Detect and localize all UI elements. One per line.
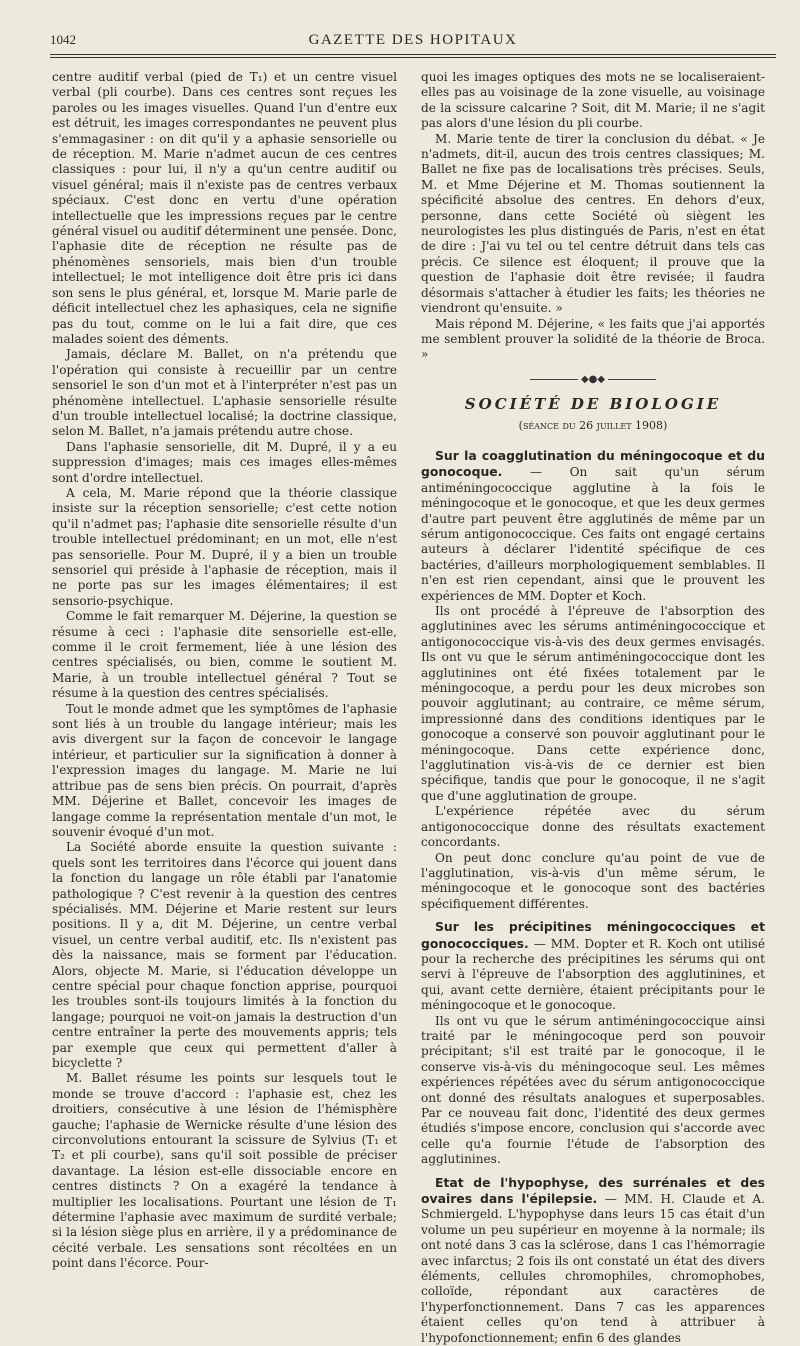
paragraph: Dans l'aphasie sensorielle, dit M. Dupré, il y a eu suppression d'images; mais ces images elles-mêmes sont d'ordre intellectuel. [52,439,397,485]
paragraph: quoi les images optiques des mots ne se localiseraient-elles pas au voisinage de la zone visuelle, au voisinage de la scissure calcarine ? Soit, dit M. Marie; il ne s'agit pas alors d'une lésion du pli courbe. [421,70,765,131]
paragraph: M. Ballet résume les points sur lesquels tout le monde se trouve d'accord : l'aphasie est, chez les droitiers, consécutive à une lésion de l'hémisphère gauche; l'aphasie de Wernicke résulte d'une lésion des circonvolutions entourant la scissure de Sylvius (T₁ et T₂ et pli courbe), sans qu'il soit possible de préciser davantage. La lésion est-elle dissociable encore en centres distincts ? On a exagéré la tendance à multiplier les localisations. Pourtant une lésion de T₁ détermine l'aphasie avec maximum de surdité verbale; si la lésion siège plus en arrière, il y a prédominance de cécité verbale. Les sensations sont récoltées en un point dans l'écorce. Pour- [52,1071,397,1271]
paragraph: M. Marie tente de tirer la conclusion du débat. « Je n'admets, dit-il, aucun des trois centres classiques; M. Ballet ne fixe pas de localisations très précises. Seuls, M. et Mme Déjerine et M. Thomas soutiennent la spécificité absolue des centres. En dehors d'eux, personne, dans cette Société où siègent les neurologistes les plus distingués de Paris, n'est en état de dire : J'ai vu tel ou tel centre détruit dans tels cas précis. Ce silence est éloquent; il prouve que la question de l'aphasie doit être revisée; il faudra désormais s'attacher à étudier les faits; les théories ne viendront qu'ensuite. » [421,131,765,316]
running-header [50,30,776,60]
journal-title: GAZETTE DES HOPITAUX [308,32,518,48]
article-heading: Etat de l'hypophyse, des surrénales et des ovaires dans l'épilepsie. [421,1174,765,1207]
page-number: 1042 [50,32,76,47]
paragraph: Tout le monde admet que les symptômes de l'aphasie sont liés à un trouble du langage intérieur; mais les avis divergent sur la façon de concevoir le langage intérieur, et particulier sur la signification à donner à l'expression images du langage. M. Marie ne lui attribue pas de sens bien précis. On pourrait, d'après MM. Déjerine et Ballet, concevoir les images de langage comme la représentation mentale d'un mot, le souvenir évoqué d'un mot. [52,701,397,839]
article-hypophyse [421,1175,765,1346]
paragraph: Ils ont vu que le sérum antiméningococcique ainsi traité par le méningocoque perd son pouvoir précipitant; s'il est traité par le gonocoque, il le conserve vis-à-vis du méningocoque seul. Les mêmes expériences répétées avec du sérum antigonococcique ont donné des résultats analogues et superposables. Par ce nouveau fait donc, l'identité des deux germes étudiés s'impose encore, conclusion qui s'accorde avec celle qu'a fournie l'étude de l'absorption des agglutinines. [421,1013,765,1167]
header-rule [50,57,776,58]
article-precipitines [421,919,765,1168]
right-column [421,70,765,1346]
paragraph: On peut donc conclure qu'au point de vue de l'agglutination, vis-à-vis d'un même sérum, le méningocoque et le gonocoque sont des bactéries spécifiquement différentes. [421,850,765,911]
article-coagglutination [421,448,765,912]
article-heading: Sur la coagglutination du méningocoque et du gonocoque. [421,447,765,480]
paragraph: centre auditif verbal (pied de T₁) et un centre visuel verbal (pli courbe). Dans ces centres sont reçues les paroles ou les images visuelles. Quand l'un d'entre eux est détruit, les images correspondantes ne peuvent plus s'emmagasiner : on dit qu'il y a aphasie sensorielle ou de réception. M. Marie n'admet aucun de ces centres classiques : pour lui, il n'y a qu'un centre auditif ou visuel général; mais il n'existe pas de centres verbaux spéciaux. C'est donc en vertu d'une opération intellectuelle que les impressions reçues par le centre général visuel ou auditif déterminent une pensée. Donc, l'aphasie dite de réception ne résulte pas de phénomènes sensoriels, mais bien d'un trouble intellectuel; le mot intelligence doit être pris ici dans son sens le plus général, et, lorsque M. Marie parle de déficit intellectuel chez les aphasiques, cela ne signifie pas du tout, comme on le lui a fait dire, que ces malades soient des déments. [52,70,398,346]
session-date: (séance du 26 juillet 1908) [518,418,668,432]
paragraph: — On sait qu'un sérum antiméningococcique agglutine à la fois le méningocoque et le gonocoque, et que les deux germes d'autre part peuvent être agglutinés de même par un sérum antigonococcique. Ces faits ont engagé certains auteurs à déclarer l'identité spécifique de ces bactéries, d'ailleurs morphologiquement semblables. Il n'en est rien cependant, ainsi que le prouvent les expériences de MM. Dopter et Koch. [421,465,765,603]
paragraph: Mais répond M. Déjerine, « les faits que j'ai apportés me semblent prouver la solidité de la théorie de Broca. » [421,316,765,362]
header-rule [50,54,776,55]
paragraph: La Société aborde ensuite la question suivante : quels sont les territoires dans l'écorce qui jouent dans la fonction du langage un rôle établi par l'anatomie pathologique ? C'est revenir à la question des centres spécialisés. MM. Déjerine et Marie restent sur leurs positions. Il y a, dit M. Déjerine, un centre verbal visuel, un centre verbal auditif, etc. Ils n'existent pas dès la naissance, mais se forment par l'éducation. Alors, objecte M. Marie, si l'éducation développe un centre spécial pour chaque fonction apprise, pourquoi les troubles sont-ils toujours limités à la fonction du langage; pourquoi ne voit-on jamais la destruction d'un centre entraîner la perte des mouvements appris; tels par exemple que ceux qui permettent d'aller à bicyclette ? [52,840,397,1070]
article-heading: Sur les précipitines méningococciques et gonococciques. [421,919,765,951]
paragraph: L'expérience répétée avec du sérum antigonococcique donne des résultats exactement concordants. [421,804,765,850]
paragraph: Jamais, déclare M. Ballet, on n'a prétendu que l'opération qui consiste à recueillir par un centre sensoriel le son d'un mot et à l'interpréter n'est pas un phénomène intellectuel. L'aphasie sensorielle résulte d'un trouble intellectuel localisé; la doctrine classique, selon M. Ballet, n'a jamais prétendu autre chose. [52,347,397,439]
left-column [52,70,397,1272]
section-divider: ◆●◆ [421,372,765,387]
paragraph: — MM. H. Claude et A. Schmiergeld. L'hypophyse dans leurs 15 cas était d'un volume un peu supérieur en moyenne à la normale; ils ont noté dans 3 cas la sclérose, dans 1 cas l'hémorragie avec infarctus; 2 fois ils ont constaté un état des divers éléments, cellules chromophiles, chromophobes, colloïde, répondant aux caractères de l'hyperfonctionnement. Dans 7 cas les apparences étaient celles qu'on tend à attribuer à l'hypofonctionnement; enfin 6 des glandes [421,1192,765,1345]
paragraph: Ils ont procédé à l'épreuve de l'absorption des agglutinines avec les sérums antiméningococcique et antigonococcique vis-à-vis des deux germes envisagés. Ils ont vu que le sérum antiméningococcique dont les agglutinines ont été fixées totalement par le méningocoque, a perdu pour les deux microbes son pouvoir agglutinant; au contraire, ce même sérum, impressionné dans des conditions identiques par le gonocoque a conservé son pouvoir agglutinant pour le méningocoque. Dans cette expérience donc, l'agglutination vis-à-vis de ce dernier est bien spécifique, tandis que pour le gonocoque, il ne s'agit que d'une agglutination de groupe. [421,604,765,803]
society-title: SOCIÉTÉ DE BIOLOGIE [464,395,722,414]
paragraph: — MM. Dopter et R. Koch ont utilisé pour la recherche des précipitines les sérums qui ont servi à l'épreuve de l'absorption des agglutinines, et qui, avant cette dernière, étaient précipitants pour le méningocoque et le gonocoque. [421,936,765,1013]
paragraph: A cela, M. Marie répond que la théorie classique insiste sur la réception sensorielle; c'est cette notion qu'il n'admet pas; l'aphasie dite sensorielle résulte d'un trouble intellectuel prédominant; en un mot, elle n'est pas sensorielle. Pour M. Dupré, il y a bien un trouble sensoriel qui préside à l'aphasie de réception, mais il ne porte pas sur les images élémentaires; il est sensorio-psychique. [52,485,397,608]
paragraph: Comme le fait remarquer M. Déjerine, la question se résume à ceci : l'aphasie dite sensorielle est-elle, comme il le croit fermement, liée à une lésion des centres spécialisés, ou bien, comme le soutient M. Marie, à un trouble intellectuel général ? Tout se résume à la question des centres spécialisés. [52,609,397,701]
